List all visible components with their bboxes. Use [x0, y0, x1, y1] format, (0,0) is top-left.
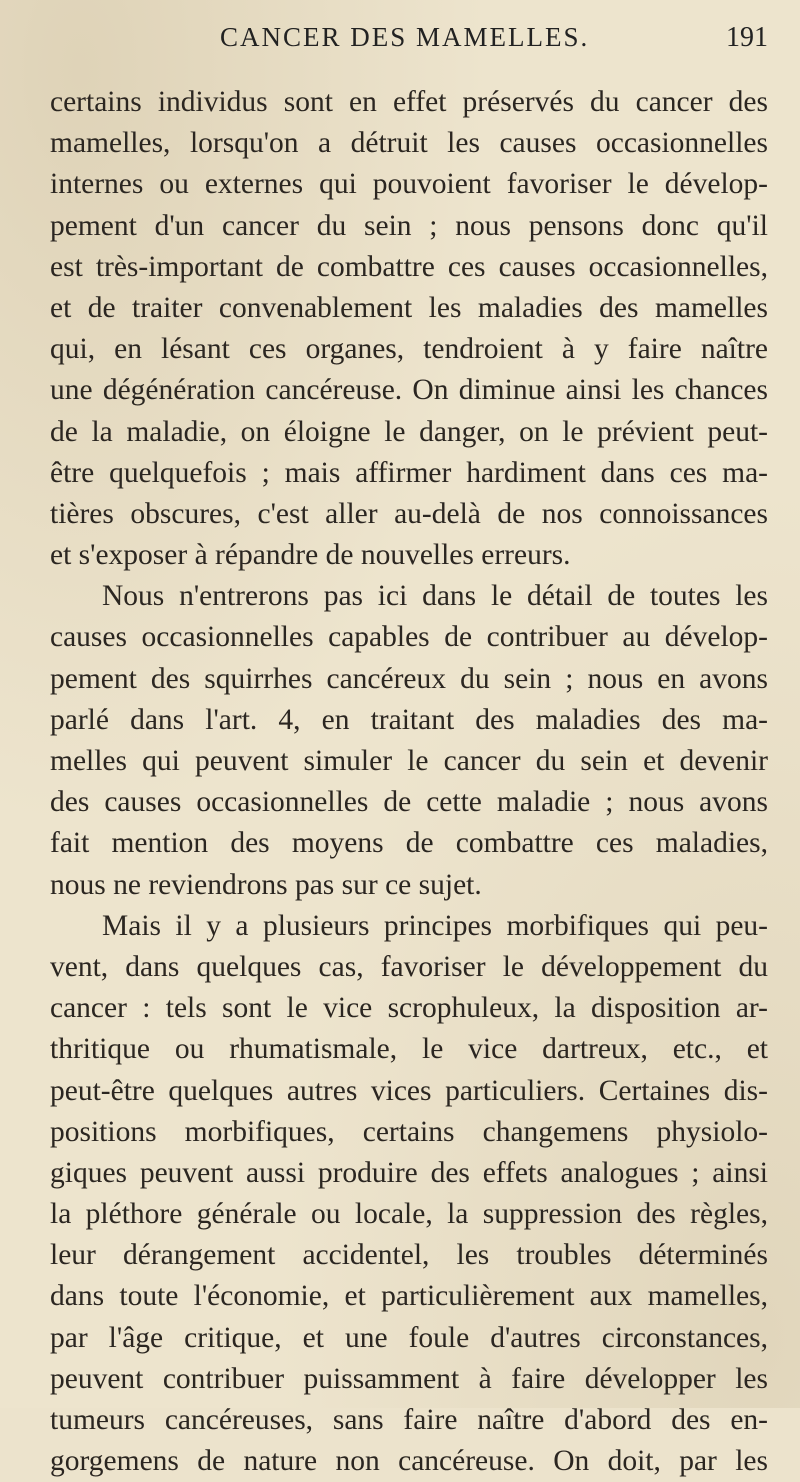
text-line: peuvent contribuer puissamment à faire développer les: [50, 1362, 768, 1395]
text-line: causes occasionnelles capables de contribuer au dévelop-: [50, 621, 768, 654]
page-number: 191: [726, 22, 768, 53]
text-line: vent, dans quelques cas, favoriser le développement du: [50, 950, 768, 983]
text-line: peut-être quelques autres vices particuliers. Certaines dis-: [50, 1074, 768, 1107]
running-head: [220, 22, 780, 62]
text-line: pement d'un cancer du sein ; nous pensons donc qu'il: [50, 209, 768, 242]
text-line: tumeurs cancéreuses, sans faire naître d'abord des en-: [50, 1404, 768, 1436]
body-text: [50, 82, 768, 1482]
paragraph-1: [50, 82, 768, 576]
text-line: une dégénération cancéreuse. On diminue ainsi les chances: [50, 374, 768, 407]
text-line: certains individus sont en effet préservés du cancer des: [50, 86, 768, 118]
text-line: qui, en lésant ces organes, tendroient à y faire naître: [50, 333, 768, 366]
text-line: nous ne reviendrons pas sur ce sujet.: [50, 868, 482, 901]
text-line: est très-important de combattre ces causes occasionnelles,: [50, 250, 768, 283]
text-line: gorgemens de nature non cancéreuse. On doit, par les: [50, 1445, 768, 1478]
text-line: de la maladie, on éloigne le danger, on le prévient peut-: [50, 415, 768, 448]
text-line: et de traiter convenablement les maladies des mamelles: [50, 291, 768, 324]
text-line: leur dérangement accidentel, les troubles déterminés: [50, 1239, 768, 1272]
text-line: parlé dans l'art. 4, en traitant des maladies des ma-: [50, 703, 768, 736]
text-line: tières obscures, c'est aller au-delà de nos connoissances: [50, 497, 768, 530]
text-line: être quelquefois ; mais affirmer hardiment dans ces ma-: [50, 456, 768, 489]
text-line: thritique ou rhumatismale, le vice dartreux, etc., et: [50, 1033, 768, 1066]
text-line: mamelles, lorsqu'on a détruit les causes occasionnelles: [50, 127, 768, 160]
text-line: des causes occasionnelles de cette maladie ; nous avons: [50, 786, 768, 819]
running-title: CANCER DES MAMELLES.: [220, 22, 590, 52]
paragraph-2: [50, 576, 768, 906]
text-line: giques peuvent aussi produire des effets analogues ; ainsi: [50, 1156, 768, 1189]
paragraph-3: [50, 906, 768, 1482]
text-line: dans toute l'économie, et particulièrement aux mamelles,: [50, 1280, 768, 1313]
text-line: la pléthore générale ou locale, la suppression des règles,: [50, 1198, 768, 1231]
text-line: melles qui peuvent simuler le cancer du sein et devenir: [50, 745, 768, 777]
text-line: pement des squirrhes cancéreux du sein ; nous en avons: [50, 662, 768, 695]
text-line: Nous n'entrerons pas ici dans le détail de toutes les: [102, 580, 768, 613]
text-line: et s'exposer à répandre de nouvelles erreurs.: [50, 539, 571, 572]
text-line: positions morbifiques, certains changemens physiolo-: [50, 1115, 768, 1148]
text-line: Mais il y a plusieurs principes morbifiques qui peu-: [102, 909, 768, 942]
text-line: fait mention des moyens de combattre ces maladies,: [50, 827, 768, 860]
text-line: internes ou externes qui pouvoient favoriser le dévelop-: [50, 168, 768, 201]
text-line: par l'âge critique, et une foule d'autres circonstances,: [50, 1321, 768, 1354]
text-line: cancer : tels sont le vice scrophuleux, la disposition ar-: [50, 992, 768, 1025]
